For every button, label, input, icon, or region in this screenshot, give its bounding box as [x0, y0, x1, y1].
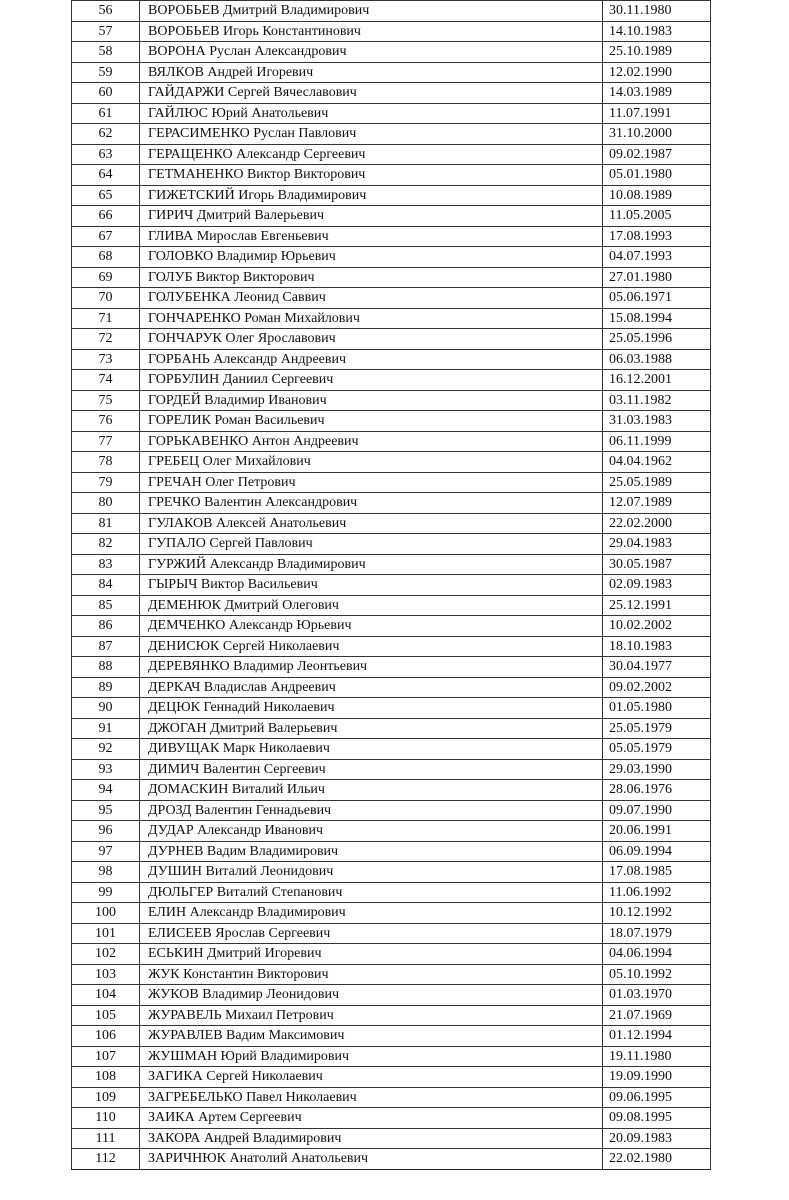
- row-number: 56: [72, 1, 140, 22]
- table-row: [72, 862, 711, 883]
- birth-date: 28.06.1976: [603, 780, 711, 801]
- table-row: [72, 124, 711, 145]
- person-name: ДОМАСКИН Виталий Ильич: [140, 780, 603, 801]
- person-name: ЗАИКА Артем Сергеевич: [140, 1108, 603, 1129]
- person-name: ДРОЗД Валентин Геннадьевич: [140, 800, 603, 821]
- person-name: ВОРОБЬЕВ Игорь Константинович: [140, 21, 603, 42]
- birth-date: 22.02.1980: [603, 1149, 711, 1170]
- person-name: ЕСЬКИН Дмитрий Игоревич: [140, 944, 603, 965]
- birth-date: 09.02.2002: [603, 677, 711, 698]
- birth-date: 09.02.1987: [603, 144, 711, 165]
- birth-date: 15.08.1994: [603, 308, 711, 329]
- person-name: ГОЛУБЕНКА Леонид Саввич: [140, 288, 603, 309]
- row-number: 69: [72, 267, 140, 288]
- row-number: 95: [72, 800, 140, 821]
- table-row: [72, 513, 711, 534]
- birth-date: 18.10.1983: [603, 636, 711, 657]
- table-row: [72, 575, 711, 596]
- person-name: ДУРНЕВ Вадим Владимирович: [140, 841, 603, 862]
- row-number: 81: [72, 513, 140, 534]
- row-number: 80: [72, 493, 140, 514]
- person-name: ВОРОНА Руслан Александрович: [140, 42, 603, 63]
- row-number: 60: [72, 83, 140, 104]
- person-name: ГОРДЕЙ Владимир Иванович: [140, 390, 603, 411]
- person-name: ВЯЛКОВ Андрей Игоревич: [140, 62, 603, 83]
- person-name: ГУЛАКОВ Алексей Анатольевич: [140, 513, 603, 534]
- birth-date: 12.02.1990: [603, 62, 711, 83]
- birth-date: 10.12.1992: [603, 903, 711, 924]
- birth-date: 09.07.1990: [603, 800, 711, 821]
- table-row: [72, 698, 711, 719]
- table-row: [72, 1, 711, 22]
- table-row: [72, 472, 711, 493]
- table-row: [72, 1128, 711, 1149]
- row-number: 72: [72, 329, 140, 350]
- row-number: 76: [72, 411, 140, 432]
- person-name: ГЫРЫЧ Виктор Васильевич: [140, 575, 603, 596]
- row-number: 66: [72, 206, 140, 227]
- row-number: 63: [72, 144, 140, 165]
- row-number: 109: [72, 1087, 140, 1108]
- person-name: ЗАГИКА Сергей Николаевич: [140, 1067, 603, 1088]
- person-name: ГАЙЛЮС Юрий Анатольевич: [140, 103, 603, 124]
- person-name: ЗАКОРА Андрей Владимирович: [140, 1128, 603, 1149]
- birth-date: 12.07.1989: [603, 493, 711, 514]
- table-row: [72, 821, 711, 842]
- table-row: [72, 247, 711, 268]
- person-name: ГЕТМАНЕНКО Виктор Викторович: [140, 165, 603, 186]
- table-row: [72, 1067, 711, 1088]
- table-row: [72, 780, 711, 801]
- birth-date: 11.06.1992: [603, 882, 711, 903]
- row-number: 93: [72, 759, 140, 780]
- table-row: [72, 288, 711, 309]
- table-row: [72, 452, 711, 473]
- row-number: 84: [72, 575, 140, 596]
- birth-date: 29.04.1983: [603, 534, 711, 555]
- person-name: ЗАГРЕБЕЛЬКО Павел Николаевич: [140, 1087, 603, 1108]
- person-name: ГОНЧАРЕНКО Роман Михайлович: [140, 308, 603, 329]
- row-number: 67: [72, 226, 140, 247]
- table-row: [72, 636, 711, 657]
- table-row: [72, 390, 711, 411]
- person-name: ГЛИВА Мирослав Евгеньевич: [140, 226, 603, 247]
- table-row: [72, 657, 711, 678]
- birth-date: 11.07.1991: [603, 103, 711, 124]
- table-row: [72, 616, 711, 637]
- person-table: [71, 0, 711, 1170]
- person-name: ГИЖЕТСКИЙ Игорь Владимирович: [140, 185, 603, 206]
- person-name: ЖУКОВ Владимир Леонидович: [140, 985, 603, 1006]
- table-row: [72, 677, 711, 698]
- person-name: ГОРБАНЬ Александр Андреевич: [140, 349, 603, 370]
- table-row: [72, 308, 711, 329]
- birth-date: 30.04.1977: [603, 657, 711, 678]
- table-row: [72, 1087, 711, 1108]
- row-number: 97: [72, 841, 140, 862]
- person-name: ГРЕБЕЦ Олег Михайлович: [140, 452, 603, 473]
- birth-date: 06.11.1999: [603, 431, 711, 452]
- person-name: ГОРЬКАВЕНКО Антон Андреевич: [140, 431, 603, 452]
- table-row: [72, 349, 711, 370]
- birth-date: 30.11.1980: [603, 1, 711, 22]
- birth-date: 31.03.1983: [603, 411, 711, 432]
- birth-date: 05.10.1992: [603, 964, 711, 985]
- row-number: 71: [72, 308, 140, 329]
- table-row: [72, 985, 711, 1006]
- person-name: ДУШИН Виталий Леонидович: [140, 862, 603, 883]
- person-name: ДИМИЧ Валентин Сергеевич: [140, 759, 603, 780]
- row-number: 90: [72, 698, 140, 719]
- table-row: [72, 83, 711, 104]
- person-name: ГАЙДАРЖИ Сергей Вячеславович: [140, 83, 603, 104]
- birth-date: 04.07.1993: [603, 247, 711, 268]
- birth-date: 18.07.1979: [603, 923, 711, 944]
- person-name: ДЖОГАН Дмитрий Валерьевич: [140, 718, 603, 739]
- table-row: [72, 1026, 711, 1047]
- birth-date: 16.12.2001: [603, 370, 711, 391]
- person-name: ГЕРАЩЕНКО Александр Сергеевич: [140, 144, 603, 165]
- birth-date: 29.03.1990: [603, 759, 711, 780]
- table-row: [72, 144, 711, 165]
- person-name: ГЕРАСИМЕНКО Руслан Павлович: [140, 124, 603, 145]
- person-name: ДЕМЕНЮК Дмитрий Олегович: [140, 595, 603, 616]
- table-row: [72, 267, 711, 288]
- table-row: [72, 964, 711, 985]
- row-number: 73: [72, 349, 140, 370]
- row-number: 75: [72, 390, 140, 411]
- table-row: [72, 1005, 711, 1026]
- birth-date: 10.08.1989: [603, 185, 711, 206]
- birth-date: 04.04.1962: [603, 452, 711, 473]
- row-number: 101: [72, 923, 140, 944]
- row-number: 110: [72, 1108, 140, 1129]
- birth-date: 25.05.1996: [603, 329, 711, 350]
- person-name: ЕЛИСЕЕВ Ярослав Сергеевич: [140, 923, 603, 944]
- person-name: ЖУРАВЛЕВ Вадим Максимович: [140, 1026, 603, 1047]
- birth-date: 02.09.1983: [603, 575, 711, 596]
- row-number: 83: [72, 554, 140, 575]
- row-number: 85: [72, 595, 140, 616]
- row-number: 79: [72, 472, 140, 493]
- birth-date: 06.09.1994: [603, 841, 711, 862]
- row-number: 88: [72, 657, 140, 678]
- row-number: 68: [72, 247, 140, 268]
- table-row: [72, 882, 711, 903]
- table-row: [72, 534, 711, 555]
- table-row: [72, 841, 711, 862]
- table-row: [72, 1046, 711, 1067]
- person-name: ГУРЖИЙ Александр Владимирович: [140, 554, 603, 575]
- row-number: 77: [72, 431, 140, 452]
- table-row: [72, 739, 711, 760]
- person-name: ДЕЦЮК Геннадий Николаевич: [140, 698, 603, 719]
- table-row: [72, 103, 711, 124]
- person-name: ГОРБУЛИН Даниил Сергеевич: [140, 370, 603, 391]
- row-number: 59: [72, 62, 140, 83]
- row-number: 86: [72, 616, 140, 637]
- birth-date: 09.06.1995: [603, 1087, 711, 1108]
- table-row: [72, 42, 711, 63]
- row-number: 108: [72, 1067, 140, 1088]
- birth-date: 31.10.2000: [603, 124, 711, 145]
- person-name: ГОНЧАРУК Олег Ярославович: [140, 329, 603, 350]
- birth-date: 09.08.1995: [603, 1108, 711, 1129]
- birth-date: 05.06.1971: [603, 288, 711, 309]
- table-row: [72, 903, 711, 924]
- person-name: ГОРЕЛИК Роман Васильевич: [140, 411, 603, 432]
- person-name: ГРЕЧАН Олег Петрович: [140, 472, 603, 493]
- person-name: ГИРИЧ Дмитрий Валерьевич: [140, 206, 603, 227]
- table-row: [72, 226, 711, 247]
- table-row: [72, 370, 711, 391]
- birth-date: 05.01.1980: [603, 165, 711, 186]
- table-row: [72, 185, 711, 206]
- table-row: [72, 493, 711, 514]
- table-row: [72, 21, 711, 42]
- birth-date: 03.11.1982: [603, 390, 711, 411]
- row-number: 106: [72, 1026, 140, 1047]
- birth-date: 04.06.1994: [603, 944, 711, 965]
- table-row: [72, 411, 711, 432]
- person-name: ГУПАЛО Сергей Павлович: [140, 534, 603, 555]
- birth-date: 25.05.1989: [603, 472, 711, 493]
- person-name: ЖУРАВЕЛЬ Михаил Петрович: [140, 1005, 603, 1026]
- row-number: 74: [72, 370, 140, 391]
- row-number: 87: [72, 636, 140, 657]
- birth-date: 20.09.1983: [603, 1128, 711, 1149]
- person-name: ГОЛУБ Виктор Викторович: [140, 267, 603, 288]
- row-number: 99: [72, 882, 140, 903]
- person-name: ДИВУЩАК Марк Николаевич: [140, 739, 603, 760]
- table-row: [72, 431, 711, 452]
- birth-date: 17.08.1993: [603, 226, 711, 247]
- row-number: 100: [72, 903, 140, 924]
- table-row: [72, 206, 711, 227]
- row-number: 105: [72, 1005, 140, 1026]
- table-row: [72, 718, 711, 739]
- row-number: 89: [72, 677, 140, 698]
- birth-date: 14.03.1989: [603, 83, 711, 104]
- person-name: ДЕМЧЕНКО Александр Юрьевич: [140, 616, 603, 637]
- row-number: 94: [72, 780, 140, 801]
- person-name: ВОРОБЬЕВ Дмитрий Владимирович: [140, 1, 603, 22]
- person-name: ГРЕЧКО Валентин Александрович: [140, 493, 603, 514]
- row-number: 102: [72, 944, 140, 965]
- table-row: [72, 165, 711, 186]
- person-name: ЖУК Константин Викторович: [140, 964, 603, 985]
- person-name: ЕЛИН Александр Владимирович: [140, 903, 603, 924]
- row-number: 78: [72, 452, 140, 473]
- row-number: 57: [72, 21, 140, 42]
- birth-date: 30.05.1987: [603, 554, 711, 575]
- birth-date: 25.05.1979: [603, 718, 711, 739]
- person-table-body: [72, 1, 711, 1170]
- birth-date: 20.06.1991: [603, 821, 711, 842]
- row-number: 98: [72, 862, 140, 883]
- row-number: 82: [72, 534, 140, 555]
- birth-date: 01.05.1980: [603, 698, 711, 719]
- table-row: [72, 554, 711, 575]
- birth-date: 27.01.1980: [603, 267, 711, 288]
- table-row: [72, 923, 711, 944]
- row-number: 64: [72, 165, 140, 186]
- birth-date: 25.12.1991: [603, 595, 711, 616]
- birth-date: 10.02.2002: [603, 616, 711, 637]
- birth-date: 22.02.2000: [603, 513, 711, 534]
- row-number: 111: [72, 1128, 140, 1149]
- row-number: 96: [72, 821, 140, 842]
- row-number: 65: [72, 185, 140, 206]
- table-row: [72, 1149, 711, 1170]
- birth-date: 01.12.1994: [603, 1026, 711, 1047]
- table-row: [72, 595, 711, 616]
- person-name: ДЕРКАЧ Владислав Андреевич: [140, 677, 603, 698]
- birth-date: 17.08.1985: [603, 862, 711, 883]
- table-row: [72, 1108, 711, 1129]
- birth-date: 05.05.1979: [603, 739, 711, 760]
- birth-date: 21.07.1969: [603, 1005, 711, 1026]
- table-row: [72, 62, 711, 83]
- birth-date: 25.10.1989: [603, 42, 711, 63]
- person-name: ЗАРИЧНЮК Анатолий Анатольевич: [140, 1149, 603, 1170]
- birth-date: 19.11.1980: [603, 1046, 711, 1067]
- table-row: [72, 944, 711, 965]
- row-number: 91: [72, 718, 140, 739]
- person-name: ДУДАР Александр Иванович: [140, 821, 603, 842]
- birth-date: 06.03.1988: [603, 349, 711, 370]
- person-name: ДЮЛЬГЕР Виталий Степанович: [140, 882, 603, 903]
- birth-date: 01.03.1970: [603, 985, 711, 1006]
- row-number: 104: [72, 985, 140, 1006]
- person-name: ДЕНИСЮК Сергей Николаевич: [140, 636, 603, 657]
- table-row: [72, 800, 711, 821]
- row-number: 92: [72, 739, 140, 760]
- birth-date: 14.10.1983: [603, 21, 711, 42]
- row-number: 103: [72, 964, 140, 985]
- row-number: 61: [72, 103, 140, 124]
- row-number: 112: [72, 1149, 140, 1170]
- row-number: 70: [72, 288, 140, 309]
- person-name: ГОЛОВКО Владимир Юрьевич: [140, 247, 603, 268]
- person-name: ДЕРЕВЯНКО Владимир Леонтьевич: [140, 657, 603, 678]
- row-number: 62: [72, 124, 140, 145]
- row-number: 58: [72, 42, 140, 63]
- birth-date: 19.09.1990: [603, 1067, 711, 1088]
- table-row: [72, 329, 711, 350]
- row-number: 107: [72, 1046, 140, 1067]
- person-name: ЖУШМАН Юрий Владимирович: [140, 1046, 603, 1067]
- table-row: [72, 759, 711, 780]
- birth-date: 11.05.2005: [603, 206, 711, 227]
